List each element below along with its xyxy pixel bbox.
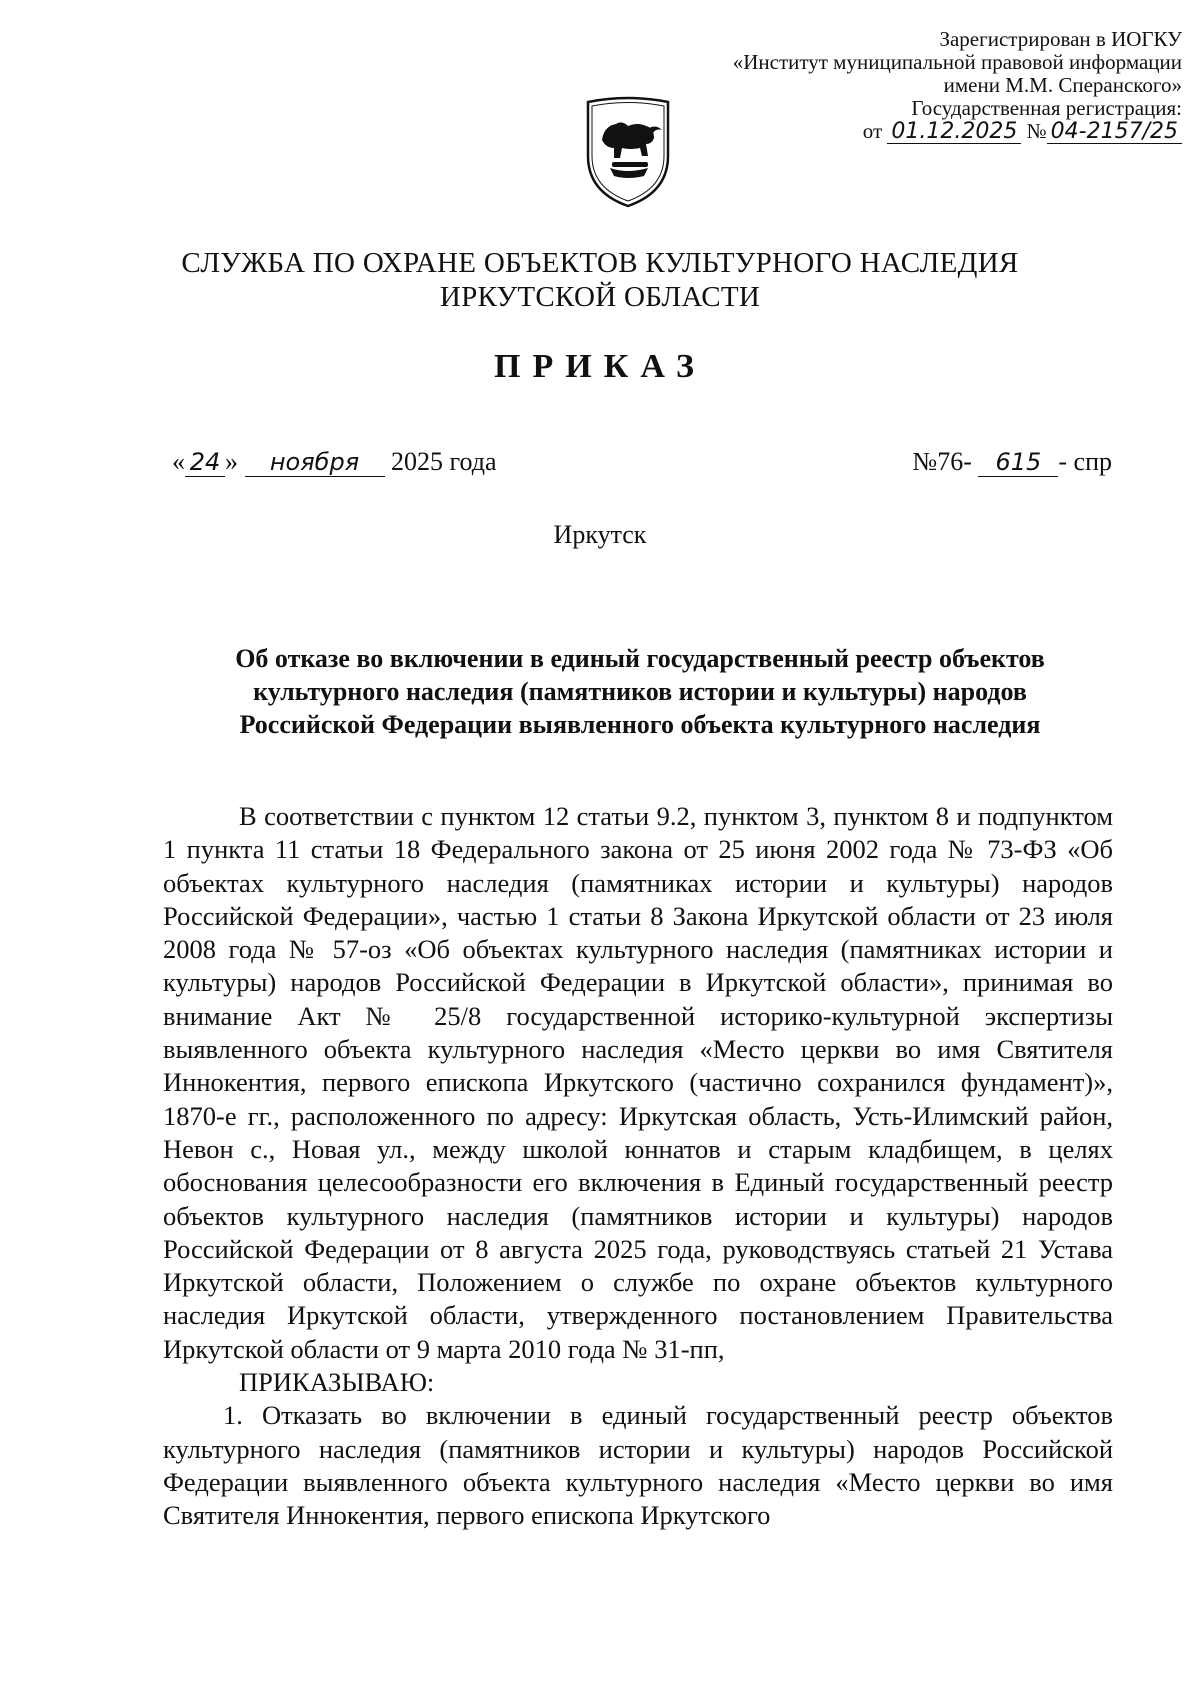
order-number-value: 615 [978,448,1058,477]
registration-number-label: № [1026,119,1047,143]
order-body [163,800,1113,1533]
date-close-quote: » [225,447,238,476]
agency-name [0,246,1200,314]
irkutsk-coat-of-arms-icon [582,92,674,210]
registration-line-2: «Институт муниципальной правовой информации [732,50,1182,74]
date-open-quote: « [172,447,185,476]
order-number-prefix: №76- [912,447,972,476]
decree-word: ПРИКАЗЫВАЮ: [239,1367,435,1398]
registration-date-line [622,120,1182,144]
registration-line-4: Государственная регистрация: [911,96,1182,120]
subject-line-3: Российской Федерации выявленного объекта культурного наследия [239,710,1041,739]
agency-line-1: СЛУЖБА ПО ОХРАНЕ ОБЪЕКТОВ КУЛЬТУРНОГО НАСЛЕДИЯ [181,247,1019,279]
date-number-row [172,447,1112,481]
document-type-title: ПРИКАЗ [494,348,706,385]
order-item-1: 1. Отказать во включении в единый государственный реестр объектов культурного наследия (памятников истории и культуры) народов Российской Федерации выявленного объекта культурного наследия «Место церкви во имя Святителя Иннокентия, первого епископа Иркутского [163,1400,1113,1531]
registration-line-1: Зарегистрирован в ИОГКУ [939,28,1182,51]
order-date [172,447,497,477]
city-name: Иркутск [553,520,647,549]
order-subject [170,642,1110,741]
registration-date: 01.12.2025 [887,120,1021,144]
registration-from-label: от [862,119,883,143]
preamble-paragraph: В соответствии с пунктом 12 статьи 9.2, пунктом 3, пунктом 8 и подпунктом 1 пункта 11 статьи 18 Федерального закона от 25 июня 2002 года № 73-ФЗ «Об объектах культурного наследия (памятниках истории и культуры) народов Российской Федерации», частью 1 статьи 8 Закона Иркутской области от 23 июля 2008 года № 57-оз «Об объектах культурного наследия (памятниках истории и культуры) народов Российской Федерации в Иркутской области», принимая во внимание Акт № 25/8 государственной историко-культурной экспертизы выявленного объекта культурного наследия «Место церкви во имя Святителя Иннокентия, первого епископа Иркутского (частично сохранился фундамент)», 1870-е гг., расположенного по адресу: Иркутская область, Усть-Илимский район, Невон с., Новая ул., между школой юннатов и старым кладбищем, в целях обоснования целесообразности его включения в Единый государственный реестр объектов культурного наследия (памятников истории и культуры) народов Российской Федерации от 8 августа 2025 года, руководствуясь статьей 21 Устава Иркутской области, Положением о службе по охране объектов культурного наследия Иркутской области, утвержденного постановлением Правительства Иркутской области от 9 марта 2010 года № 31-пп, [163,801,1113,1364]
registration-stamp [622,28,1182,144]
order-month: ноября [245,448,385,477]
registration-line-3: имени М.М. Сперанского» [943,73,1182,97]
subject-line-2: культурного наследия (памятников истории и культуры) народов [253,677,1027,706]
agency-line-2: ИРКУТСКОЙ ОБЛАСТИ [439,281,761,313]
subject-line-1: Об отказе во включении в единый государственный реестр объектов [235,644,1045,673]
order-number [912,447,1112,477]
order-year: 2025 года [391,447,497,476]
registration-number: 04-2157/25 [1047,120,1182,144]
order-number-suffix: - спр [1058,447,1112,476]
order-day: 24 [185,448,225,477]
